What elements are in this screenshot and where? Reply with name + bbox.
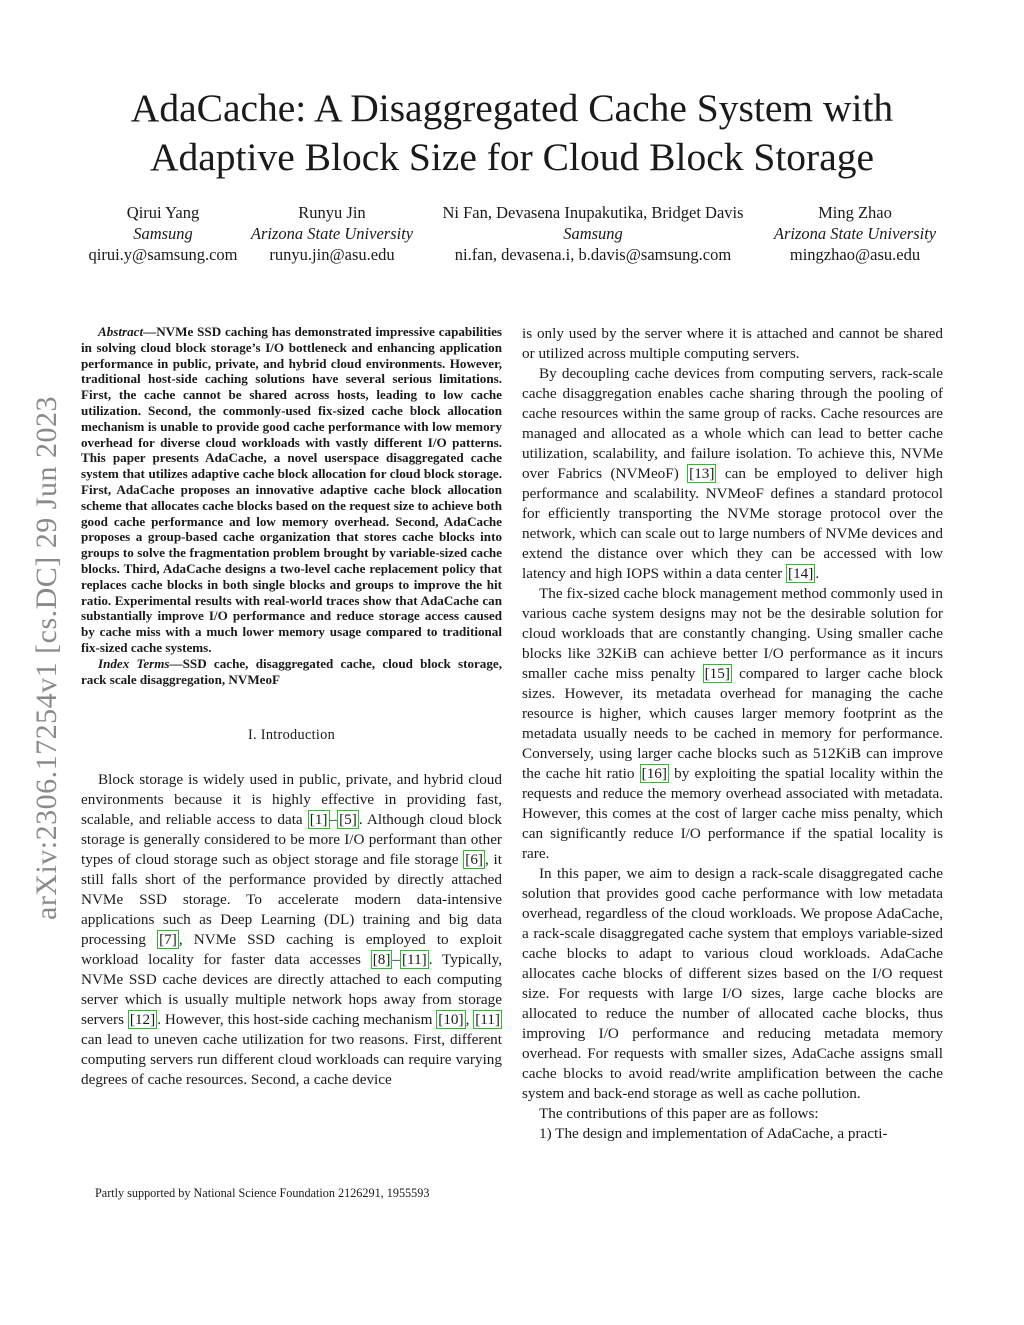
text-run: can be employed to deliver high performance and scalability. NVMeoF defines a standard protocol for efficiently transporting the NVMe storage protocol over the network, which can scale out to large numbers of NVMe devices and extend the distance over which they can be accessed with low latency and high IOPS within a data center [522,465,943,582]
text-run: . However, this host-side caching mechanism [157,1011,437,1029]
citation-link[interactable]: [12] [129,1011,156,1029]
text-run: . Although cloud block storage is generally considered to be more I/O performant than other types of cloud storage such as object storage and file storage [81,811,502,869]
footnote: Partly supported by National Science Foundation 2126291, 1955593 [95,1186,430,1200]
right-paragraph-4: The contributions of this paper are as follows: [539,1105,819,1122]
right-paragraph-0: is only used by the server where it is attached and cannot be shared or utilized across multiple computing servers. [522,325,943,362]
abstract [81,324,502,656]
author-email: runyu.jin@asu.edu [269,245,395,264]
text-run: – [329,811,338,829]
contribution-list-item-1: 1) The design and implementation of AdaCache, a practi- [539,1125,888,1142]
author-name: Ni Fan, Devasena Inupakutika, Bridget Davis [442,203,744,222]
title-line-2: Adaptive Block Size for Cloud Block Storage [149,135,875,179]
citation-link[interactable]: [10] [438,1011,464,1029]
author-block-2 [246,202,418,265]
text-run: Block storage is widely used in public, private, and hybrid cloud environments because it is highly effective in providing fast, scalable, and reliable access to data [81,771,502,829]
author-block-1 [81,202,245,265]
citation-link[interactable]: [15] [704,665,730,682]
text-run: The fix-sized cache block management method commonly used in various cache system designs may not be the desirable solution for cloud workloads that are constantly changing. Using smaller cache blocks like 32KiB can achieve better I/O performance as it incurs smaller cache miss penalty [522,585,943,682]
text-run: . Typically, NVMe SSD cache devices are directly attached to each computing server which is usually multiple network hops away from storage servers [81,951,502,1029]
author-affiliation: Arizona State University [773,224,937,243]
title-line-1: AdaCache: A Disaggregated Cache System with [130,86,894,130]
author-affiliation: Samsung [133,224,193,243]
paper-title [60,84,964,182]
citation-link[interactable]: [13] [689,465,715,482]
text-run: – [392,951,400,969]
index-terms-label: Index Terms [98,655,170,671]
author-affiliation: Arizona State University [250,224,414,243]
text-run: compared to larger cache block sizes. However, its metadata overhead for managing the cache resource is higher, which causes larger memory footprint as the metadata usually needs to be cached in memory for performance. Conversely, using larger cache blocks such as 512KiB can improve the cache hit ratio [522,665,943,782]
right-paragraph-1 [522,364,943,584]
section-heading-introduction: I. Introduction [247,727,336,744]
text-run: , NVMe SSD caching is employed to exploit workload locality for faster data accesses [81,931,502,969]
author-email: ni.fan, devasena.i, b.davis@samsung.com [454,245,732,264]
text-run: , it still falls short of the performance provided by directly attached NVMe SSD storage. To accelerate modern data-intensive applications such as Deep Learning (DL) training and big data processing [81,851,502,949]
right-column [522,324,943,1144]
intro-paragraph-1 [81,770,502,1090]
author-name: Runyu Jin [298,203,366,222]
abstract-text: —NVMe SSD caching has demonstrated impressive capabilities in solving cloud block storage’s I/O bottleneck and enhancing application performance in public, private, and hybrid cloud environments. However, traditional host-side caching solutions have several serious limitations. First, the cache cannot be shared across hosts, leading to low cache utilization. Second, the commonly-used fix-sized cache block allocation mechanism is unable to provide good cache performance with low memory overhead for diverse cloud workloads with vastly different I/O patterns. This paper presents AdaCache, a novel userspace disaggregated cache system that utilizes adaptive cache block allocation for cloud block storage. First, AdaCache proposes an innovative adaptive cache block allocation scheme that allocates cache blocks based on the request size to achieve both good cache performance and low memory overhead. Second, AdaCache proposes a group-based cache organization that stores cache blocks into groups to solve the fragmentation problem brought by variable-sized cache blocks. Third, AdaCache designs a two-level cache replacement policy that replaces cache blocks in both single blocks and groups to improve the hit ratio. Experimental results with real-world traces show that AdaCache can substantially improve I/O performance and reduce storage access caused by cache miss with a much lower memory usage compared to traditional fix-sized cache systems. [81,324,502,655]
arxiv-identifier: arXiv:2306.17254v1 [cs.DC] 29 Jun 2023 [30,396,63,920]
citation-link[interactable]: [16] [641,765,667,782]
author-affiliation: Samsung [563,224,623,243]
author-name: Ming Zhao [818,203,892,222]
author-block-3 [418,202,768,265]
text-run: by exploiting the spatial locality within the requests and reduce the memory overhead associated with metadata. However, this comes at the cost of larger cache miss penalty, which can significantly reduce I/O performance if the spatial locality is rare. [522,765,943,862]
abstract-label: Abstract [98,324,144,339]
text-run: , [465,1011,474,1029]
author-block-4 [766,202,944,265]
text-run: can lead to uneven cache utilization for two reasons. First, different computing servers run different cloud workloads can require varying degrees of cache resources. Second, a cache device [81,1031,502,1089]
right-paragraph-2 [522,584,943,864]
index-terms-text: —SSD cache, disaggregated cache, cloud block storage, rack scale disaggregation, NVMeoF [81,655,502,687]
text-run: By decoupling cache devices from computing servers, rack-scale cache disaggregation enables cache sharing through the pooling of cache resources within the same group of racks. Cache resources are managed and allocated as a whole which can lead to better cache utilization, scalability, and failure isolation. To achieve this, NVMe over Fabrics (NVMeoF) [522,365,943,482]
citation-link[interactable]: [14] [788,565,814,582]
author-name: Qirui Yang [126,203,200,222]
citation-link[interactable]: [11] [475,1011,500,1029]
citation-link[interactable]: [5] [339,811,357,829]
index-terms [81,656,502,688]
citation-link[interactable]: [7] [159,931,177,949]
text-run: . [815,565,820,582]
citation-link[interactable]: [1] [309,811,328,829]
citation-link[interactable]: [8] [372,951,391,969]
author-email: qirui.y@samsung.com [88,245,238,264]
citation-link[interactable]: [11] [402,951,427,969]
citation-link[interactable]: [6] [465,851,483,869]
left-column [81,324,502,1090]
right-paragraph-3: In this paper, we aim to design a rack-scale disaggregated cache solution that provides good cache performance with low metadata overhead, regardless of the cloud workloads. We propose AdaCache, a rack-scale disaggregated cache system that employs variable-sized cache blocks to adapt to various cloud workloads. AdaCache allocates cache blocks of different sizes based on the I/O request size. For requests with large I/O sizes, large cache blocks are allocated to reduce the number of allocated cache blocks, thus improving I/O performance and reducing metadata memory overhead. For requests with smaller sizes, AdaCache assigns small cache blocks to avoid read/write amplification between the cache system and back-end storage as well as cache pollution. [522,865,943,1102]
author-email: mingzhao@asu.edu [789,245,921,264]
